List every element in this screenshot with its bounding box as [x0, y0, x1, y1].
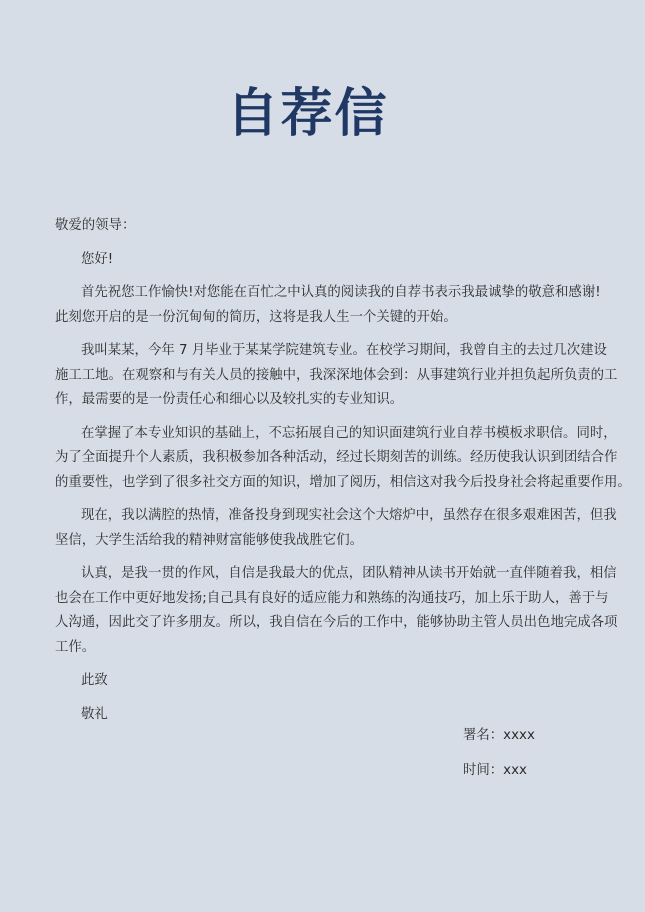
- paragraph-2: [55, 339, 618, 413]
- paragraph-line: 我叫某某，今年 7 月毕业于某某学院建筑专业。在校学习期间，我曾自主的去过几次建设: [81, 343, 607, 358]
- paragraph-line: 首先祝您工作愉快!对您能在百忙之中认真的阅读我的自荐书表示我最诚挚的敬意和感谢!: [81, 285, 601, 300]
- paragraph-3: [55, 422, 631, 496]
- paragraph-line: 的重要性，也学到了很多社交方面的知识，增加了阅历，相信这对我今后投身社会将起重要作用。: [55, 474, 631, 490]
- paragraph-4: [55, 504, 617, 553]
- greeting: 您好!: [81, 251, 114, 267]
- signature-date: 时间：xxx: [463, 763, 527, 778]
- paragraph-line: 认真，是我一贯的作风，自信是我最大的优点，团队精神从读书开始就一直伴随着我，相信: [81, 566, 617, 581]
- signature-name: 署名：xxxx: [463, 728, 535, 743]
- paragraph-5: [55, 562, 618, 660]
- paragraph-line: 工作。: [55, 639, 96, 655]
- paragraph-line: 为了全面提升个人素质，我积极参加各种活动，经过长期刻苦的训练。经历使我认识到团结合作: [55, 450, 618, 465]
- closing-line-2: 敬礼: [81, 706, 108, 722]
- salutation: 敬爱的领导：: [55, 218, 136, 233]
- paragraph-line: 施工工地。在观察和与有关人员的接触中，我深深地体会到：从事建筑行业并担负起所负责的工: [55, 367, 618, 383]
- paragraph-line: 人沟通，因此交了许多朋友。所以，我自信在今后的工作中，能够协助主管人员出色地完成各项: [55, 615, 618, 630]
- letter-body: [55, 214, 631, 727]
- paragraph-1: [55, 281, 600, 330]
- paragraph-line: 也会在工作中更好地发扬;自己具有良好的适应能力和熟练的沟通技巧，加上乐于助人，善于与: [55, 590, 609, 606]
- paragraph-line: 现在，我以满腔的热情，准备投身到现实社会这个大熔炉中，虽然存在很多艰难困苦，但我: [81, 508, 617, 523]
- paragraph-line: 作，最需要的是一份责任心和细心以及较扎实的专业知识。: [55, 392, 404, 407]
- closing-line-1: 此致: [81, 673, 108, 688]
- paragraph-line: 坚信，大学生活给我的精神财富能够使我战胜它们。: [55, 532, 363, 548]
- paragraph-line: 此刻您开启的是一份沉甸甸的简历，这将是我人生一个关键的开始。: [55, 309, 457, 325]
- paragraph-line: 在掌握了本专业知识的基础上，不忘拓展自己的知识面建筑行业自荐书模板求职信。同时，: [81, 425, 617, 441]
- page-title: 自荐信: [226, 84, 389, 144]
